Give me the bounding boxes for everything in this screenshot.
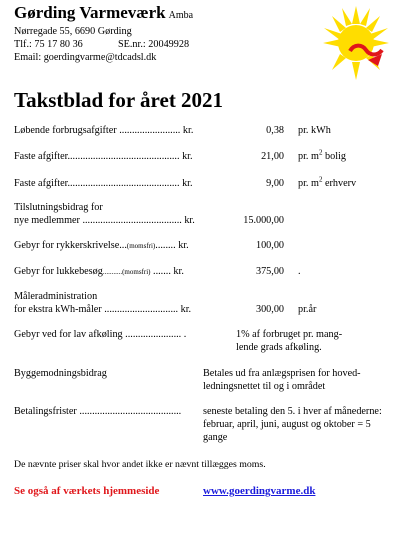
row-development-note: Betales ud fra anlægsprisen for hoved-ledningsnettet til og i området xyxy=(203,368,361,392)
row-meter-unit: pr.år xyxy=(298,304,317,315)
row-fixed-housing-unit xyxy=(298,150,346,163)
row-consumption-unit: pr. kWh xyxy=(298,125,331,136)
row-payment-note: seneste betaling den 5. i hver af månederne: februar, april, juni, august og oktober = 5 gange xyxy=(203,406,382,443)
unit-text: pr. m xyxy=(298,178,319,189)
see-also-text: Se også af værkets hjemmeside xyxy=(14,485,160,497)
company-se-number: SE.nr.: 20049928 xyxy=(118,39,190,50)
label-text: Gebyr for lukkebesøg xyxy=(14,266,103,277)
label-text-post: ....... kr. xyxy=(150,266,184,277)
row-meter-amount: 300,00 xyxy=(255,304,284,315)
vat-footnote: De nævnte priser skal hvor andet ikke er nævnt tillægges moms. xyxy=(14,459,266,470)
row-fixed-business-amount: 9,00 xyxy=(266,178,284,189)
row-fixed-housing-label: Faste afgifter............................................ kr. xyxy=(14,151,193,162)
company-suffix: Amba xyxy=(168,10,194,21)
row-connection-amount: 15.000,00 xyxy=(243,215,284,226)
row-cooling-label: Gebyr ved for lav afkøling ...................... . xyxy=(14,329,187,340)
row-meter-label-1: Måleradministration xyxy=(14,291,98,302)
page-title: Takstblad for året 2021 xyxy=(14,88,224,112)
company-address: Nørregade 55, 6690 Gørding xyxy=(14,26,132,37)
label-small: ...........(momsfri) xyxy=(102,268,151,276)
company-name-text: Gørding Varmeværk xyxy=(14,3,166,22)
row-closure-label xyxy=(14,265,184,279)
unit-text-post: erhverv xyxy=(322,178,357,189)
row-consumption-label: Løbende forbrugsafgifter ........................ kr. xyxy=(14,125,194,136)
row-cooling-note: 1% af forbruget pr. mang-lende grads afkøling. xyxy=(236,329,343,353)
unit-sup: 2 xyxy=(318,148,323,157)
label-text: Gebyr for rykkerskrivelse... xyxy=(14,240,127,251)
row-development-label: Byggemodningsbidrag xyxy=(14,368,107,379)
row-fixed-business-label: Faste afgifter............................................ kr. xyxy=(14,178,193,189)
sun-logo-icon xyxy=(322,4,390,82)
row-fixed-housing-amount: 21,00 xyxy=(261,151,284,162)
row-payment-label: Betalingsfrister ........................................ xyxy=(14,406,182,417)
label-text-post: ........ kr. xyxy=(155,240,189,251)
unit-text: pr. m xyxy=(298,151,319,162)
row-meter-label-2: for ekstra kWh-måler ............................. kr. xyxy=(14,304,192,315)
row-consumption-amount: 0,38 xyxy=(266,125,284,136)
row-connection-label-2: nye medlemmer ....................................... kr. xyxy=(14,215,195,226)
company-email: Email: goerdingvarme@tdcadsl.dk xyxy=(14,52,157,63)
row-closure-amount: 375,00 xyxy=(255,266,284,277)
row-reminder-label xyxy=(14,239,189,253)
company-name xyxy=(14,3,193,23)
row-connection-label-1: Tilslutningsbidrag for xyxy=(14,202,103,213)
company-phone: Tlf.: 75 17 80 36 xyxy=(14,39,83,50)
label-small: (momsfri) xyxy=(126,242,156,250)
row-fixed-business-unit xyxy=(298,177,356,190)
website-link[interactable]: www.goerdingvarme.dk xyxy=(203,485,316,497)
unit-sup: 2 xyxy=(318,175,323,184)
row-closure-unit: . xyxy=(298,266,301,277)
unit-text-post: bolig xyxy=(322,151,346,162)
row-reminder-amount: 100,00 xyxy=(255,240,284,251)
